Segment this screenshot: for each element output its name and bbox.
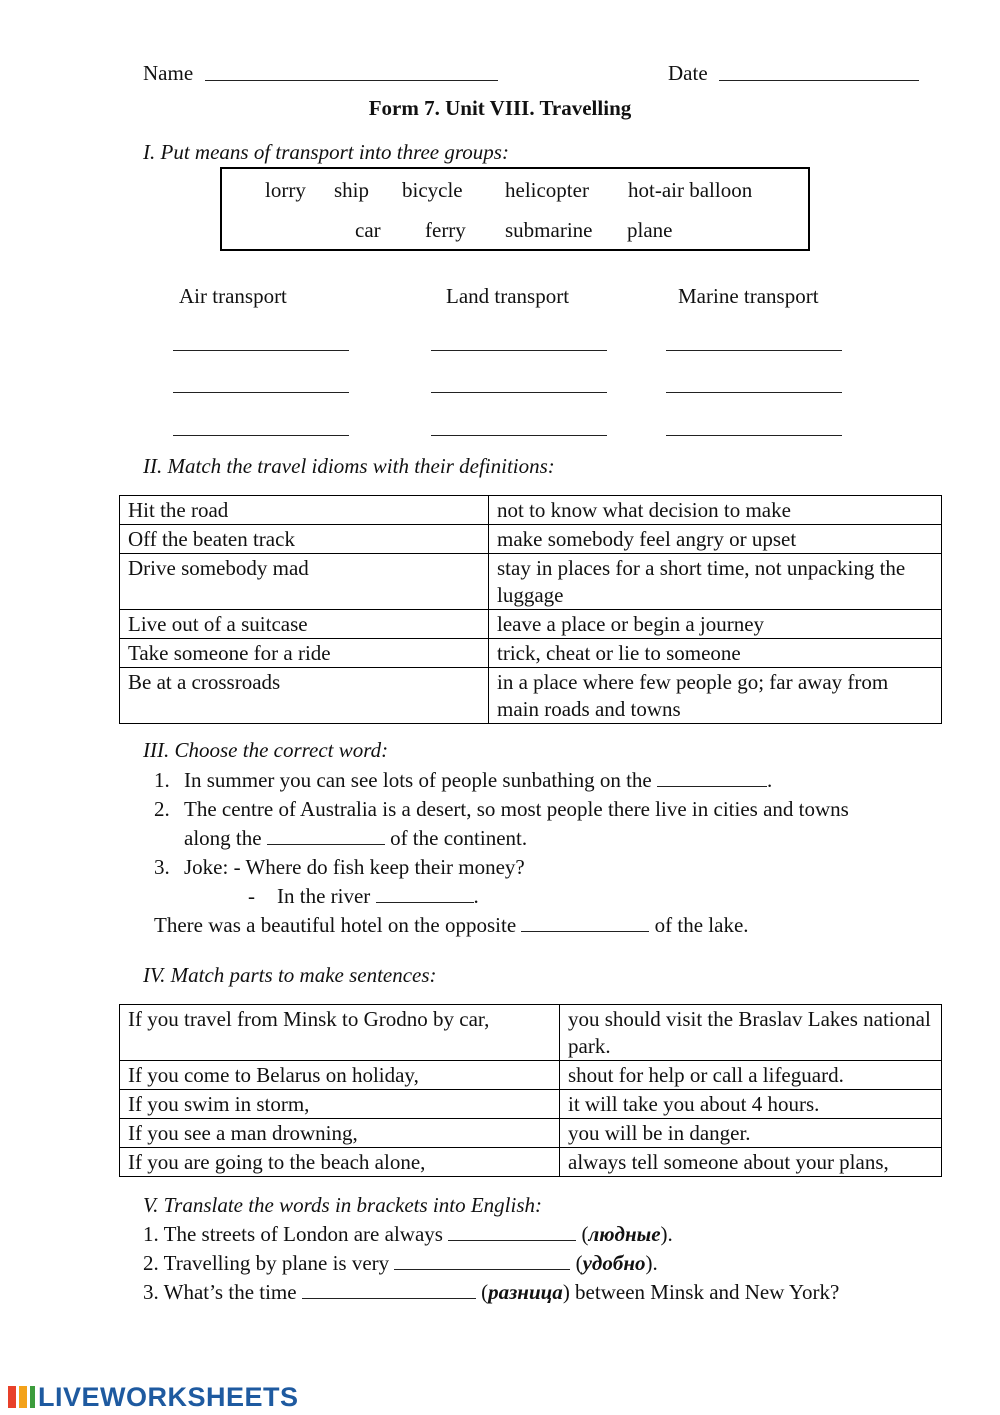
- sentence-start-cell[interactable]: If you are going to the beach alone,: [120, 1148, 560, 1177]
- idiom-cell[interactable]: Be at a crossroads: [120, 668, 489, 724]
- answer-blank[interactable]: [448, 1224, 576, 1241]
- definition-cell[interactable]: in a place where few people go; far away from main roads and towns: [489, 668, 942, 724]
- idiom-cell[interactable]: Hit the road: [120, 496, 489, 525]
- word-item: lorry: [265, 178, 306, 202]
- word-item: helicopter: [505, 178, 589, 202]
- land-transport-label: Land transport: [446, 284, 570, 308]
- sentence-end-cell[interactable]: it will take you about 4 hours.: [560, 1090, 942, 1119]
- idiom-cell[interactable]: Live out of a suitcase: [120, 610, 489, 639]
- word-item: submarine: [505, 218, 593, 242]
- idiom-cell[interactable]: Take someone for a ride: [120, 639, 489, 668]
- logo-mark-icon: [30, 1386, 35, 1408]
- table-row: [120, 554, 942, 610]
- idiom-cell[interactable]: Off the beaten track: [120, 525, 489, 554]
- sentence-start-cell[interactable]: If you swim in storm,: [120, 1090, 560, 1119]
- answer-blank[interactable]: [394, 1253, 570, 1270]
- answer-blank[interactable]: [302, 1282, 476, 1299]
- marine-answer-line[interactable]: [666, 392, 842, 393]
- translate-sentence-2: 2. Travelling by plane is very (удобно).: [143, 1251, 658, 1275]
- air-answer-line[interactable]: [173, 392, 349, 393]
- question-number: 2.: [154, 797, 170, 821]
- marine-transport-label: Marine transport: [678, 284, 819, 308]
- name-label: Name: [143, 61, 194, 85]
- logo-mark-icon: [8, 1386, 16, 1408]
- land-answer-line[interactable]: [431, 435, 607, 436]
- word-box: [220, 167, 810, 251]
- land-answer-line[interactable]: [431, 350, 607, 351]
- question-3-line2: In the river .: [277, 884, 479, 908]
- logo-mark-icon: [19, 1386, 27, 1408]
- name-line[interactable]: [205, 80, 498, 81]
- table-row: [120, 1148, 942, 1177]
- sentence-end-cell[interactable]: you should visit the Braslav Lakes national park.: [560, 1005, 942, 1061]
- table-row: [120, 1090, 942, 1119]
- question-1: In summer you can see lots of people sunbathing on the .: [184, 768, 773, 792]
- sentence-end-cell[interactable]: always tell someone about your plans,: [560, 1148, 942, 1177]
- definition-cell[interactable]: stay in places for a short time, not unpacking the luggage: [489, 554, 942, 610]
- date-label: Date: [668, 61, 708, 85]
- table-row: [120, 1119, 942, 1148]
- definition-cell[interactable]: leave a place or begin a journey: [489, 610, 942, 639]
- air-answer-line[interactable]: [173, 350, 349, 351]
- table-row: [120, 668, 942, 724]
- section1-heading: I. Put means of transport into three groups:: [143, 140, 509, 164]
- word-item: bicycle: [402, 178, 463, 202]
- table-row: [120, 610, 942, 639]
- table-row: [120, 1061, 942, 1090]
- section5-heading: V. Translate the words in brackets into English:: [143, 1193, 543, 1217]
- table-row: [120, 639, 942, 668]
- table-row: [120, 525, 942, 554]
- section4-heading: IV. Match parts to make sentences:: [143, 963, 437, 987]
- liveworksheets-logo[interactable]: LIVEWORKSHEETS: [8, 1380, 299, 1415]
- sentence-end-cell[interactable]: shout for help or call a lifeguard.: [560, 1061, 942, 1090]
- question-4: There was a beautiful hotel on the opposite of the lake.: [154, 913, 749, 937]
- sentence-end-cell[interactable]: you will be in danger.: [560, 1119, 942, 1148]
- answer-blank[interactable]: [521, 915, 649, 932]
- idiom-cell[interactable]: Drive somebody mad: [120, 554, 489, 610]
- word-item: plane: [627, 218, 673, 242]
- marine-answer-line[interactable]: [666, 435, 842, 436]
- definition-cell[interactable]: make somebody feel angry or upset: [489, 525, 942, 554]
- sentence-start-cell[interactable]: If you come to Belarus on holiday,: [120, 1061, 560, 1090]
- word-item: ship: [334, 178, 370, 202]
- answer-blank[interactable]: [376, 886, 474, 903]
- sentences-table: [119, 1004, 942, 1177]
- word-item: ferry: [425, 218, 466, 242]
- word-item: hot-air balloon: [628, 178, 753, 202]
- translate-sentence-1: 1. The streets of London are always (людные).: [143, 1222, 673, 1246]
- answer-blank[interactable]: [267, 828, 385, 845]
- table-row: [120, 1005, 942, 1061]
- idioms-table: [119, 495, 942, 724]
- worksheet-title: Form 7. Unit VIII. Travelling: [368, 96, 632, 120]
- air-transport-label: Air transport: [179, 284, 287, 308]
- question-2-line2: along the of the continent.: [184, 826, 528, 850]
- land-answer-line[interactable]: [431, 392, 607, 393]
- date-line[interactable]: [719, 80, 919, 81]
- question-3-dash: -: [248, 884, 255, 908]
- air-answer-line[interactable]: [173, 435, 349, 436]
- word-item: car: [355, 218, 381, 242]
- answer-blank[interactable]: [657, 770, 767, 787]
- marine-answer-line[interactable]: [666, 350, 842, 351]
- definition-cell[interactable]: not to know what decision to make: [489, 496, 942, 525]
- sentence-start-cell[interactable]: If you see a man drowning,: [120, 1119, 560, 1148]
- table-row: [120, 496, 942, 525]
- section2-heading: II. Match the travel idioms with their definitions:: [143, 454, 555, 478]
- definition-cell[interactable]: trick, cheat or lie to someone: [489, 639, 942, 668]
- translate-sentence-3: 3. What’s the time (разница) between Minsk and New York?: [143, 1280, 840, 1304]
- question-number: 1.: [154, 768, 170, 792]
- question-2-line1: The centre of Australia is a desert, so most people there live in cities and towns: [184, 797, 849, 821]
- sentence-start-cell[interactable]: If you travel from Minsk to Grodno by car,: [120, 1005, 560, 1061]
- question-3-line1: Joke: - Where do fish keep their money?: [184, 855, 525, 879]
- section3-heading: III. Choose the correct word:: [143, 738, 389, 762]
- question-number: 3.: [154, 855, 170, 879]
